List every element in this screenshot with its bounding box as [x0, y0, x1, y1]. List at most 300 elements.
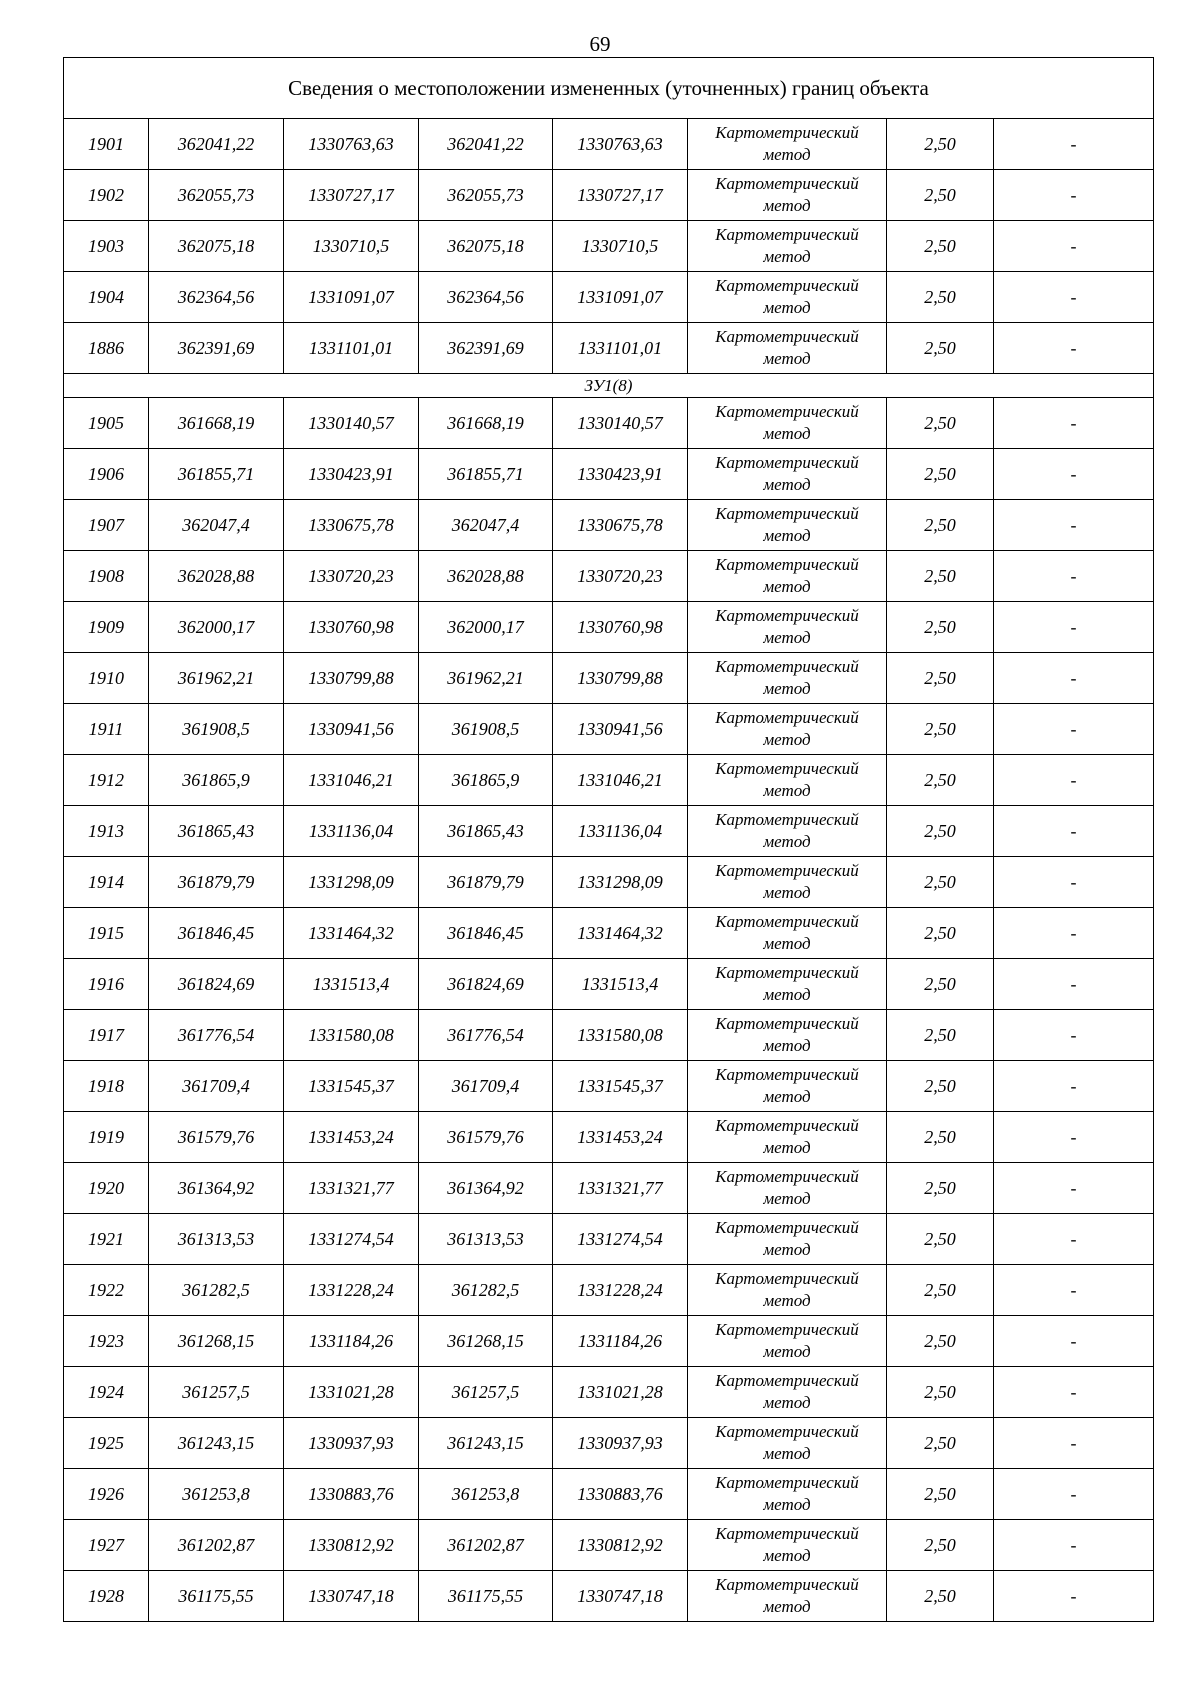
note-cell: -	[994, 1520, 1154, 1571]
precision-cell: 2,50	[887, 170, 994, 221]
point-number-cell: 1904	[64, 272, 149, 323]
y-new-cell: 1330720,23	[553, 551, 688, 602]
x-new-cell: 361243,15	[419, 1418, 553, 1469]
note-cell: -	[994, 704, 1154, 755]
x-existing-cell: 362055,73	[149, 170, 284, 221]
method-cell	[688, 653, 887, 704]
y-new-cell: 1331136,04	[553, 806, 688, 857]
x-existing-cell: 361879,79	[149, 857, 284, 908]
method-line1: Картометрический	[715, 657, 859, 676]
y-new-cell: 1330423,91	[553, 449, 688, 500]
y-existing-cell: 1330937,93	[284, 1418, 419, 1469]
method-line2: метод	[763, 1495, 811, 1514]
method-line1: Картометрический	[715, 402, 859, 421]
point-number-cell: 1910	[64, 653, 149, 704]
table-row	[64, 1367, 1154, 1418]
y-existing-cell: 1331580,08	[284, 1010, 419, 1061]
y-new-cell: 1331046,21	[553, 755, 688, 806]
x-new-cell: 361175,55	[419, 1571, 553, 1622]
table-row	[64, 959, 1154, 1010]
table-row	[64, 551, 1154, 602]
point-number-cell: 1886	[64, 323, 149, 374]
point-number-cell: 1918	[64, 1061, 149, 1112]
note-cell: -	[994, 1265, 1154, 1316]
table-row	[64, 653, 1154, 704]
y-existing-cell: 1330675,78	[284, 500, 419, 551]
method-line1: Картометрический	[715, 606, 859, 625]
x-new-cell: 361282,5	[419, 1265, 553, 1316]
method-line1: Картометрический	[715, 708, 859, 727]
note-cell: -	[994, 323, 1154, 374]
point-number-cell: 1913	[64, 806, 149, 857]
note-cell: -	[994, 221, 1154, 272]
table-body	[64, 58, 1154, 1622]
table-row	[64, 1520, 1154, 1571]
note-cell: -	[994, 500, 1154, 551]
method-line2: метод	[763, 1087, 811, 1106]
x-new-cell: 362028,88	[419, 551, 553, 602]
y-new-cell: 1330941,56	[553, 704, 688, 755]
y-existing-cell: 1331136,04	[284, 806, 419, 857]
method-line2: метод	[763, 730, 811, 749]
method-cell	[688, 119, 887, 170]
point-number-cell: 1923	[64, 1316, 149, 1367]
method-line1: Картометрический	[715, 1269, 859, 1288]
table-row	[64, 704, 1154, 755]
table-row	[64, 119, 1154, 170]
y-new-cell: 1330140,57	[553, 398, 688, 449]
method-cell	[688, 1469, 887, 1520]
precision-cell: 2,50	[887, 806, 994, 857]
method-line2: метод	[763, 349, 811, 368]
note-cell: -	[994, 1010, 1154, 1061]
method-cell	[688, 398, 887, 449]
method-line1: Картометрический	[715, 1422, 859, 1441]
y-new-cell: 1331580,08	[553, 1010, 688, 1061]
note-cell: -	[994, 1214, 1154, 1265]
method-line2: метод	[763, 985, 811, 1004]
method-cell	[688, 959, 887, 1010]
method-line2: метод	[763, 1546, 811, 1565]
method-line2: метод	[763, 1240, 811, 1259]
table-row	[64, 602, 1154, 653]
section-label: ЗУ1(8)	[64, 374, 1154, 398]
note-cell: -	[994, 908, 1154, 959]
y-new-cell: 1331091,07	[553, 272, 688, 323]
y-existing-cell: 1331101,01	[284, 323, 419, 374]
point-number-cell: 1911	[64, 704, 149, 755]
y-new-cell: 1331184,26	[553, 1316, 688, 1367]
x-existing-cell: 361865,43	[149, 806, 284, 857]
x-existing-cell: 361243,15	[149, 1418, 284, 1469]
y-new-cell: 1330763,63	[553, 119, 688, 170]
y-new-cell: 1330799,88	[553, 653, 688, 704]
y-existing-cell: 1331464,32	[284, 908, 419, 959]
precision-cell: 2,50	[887, 551, 994, 602]
y-new-cell: 1331321,77	[553, 1163, 688, 1214]
y-new-cell: 1330675,78	[553, 500, 688, 551]
x-existing-cell: 362000,17	[149, 602, 284, 653]
method-line2: метод	[763, 247, 811, 266]
x-existing-cell: 361313,53	[149, 1214, 284, 1265]
note-cell: -	[994, 449, 1154, 500]
method-cell	[688, 1265, 887, 1316]
method-line2: метод	[763, 1393, 811, 1412]
method-cell	[688, 500, 887, 551]
method-line1: Картометрический	[715, 1218, 859, 1237]
method-line2: метод	[763, 1291, 811, 1310]
precision-cell: 2,50	[887, 1061, 994, 1112]
table-row	[64, 1316, 1154, 1367]
point-number-cell: 1927	[64, 1520, 149, 1571]
y-new-cell: 1330747,18	[553, 1571, 688, 1622]
precision-cell: 2,50	[887, 323, 994, 374]
point-number-cell: 1908	[64, 551, 149, 602]
point-number-cell: 1912	[64, 755, 149, 806]
method-cell	[688, 704, 887, 755]
method-line2: метод	[763, 1036, 811, 1055]
page-number: 69	[589, 32, 611, 56]
point-number-cell: 1916	[64, 959, 149, 1010]
table-row	[64, 1061, 1154, 1112]
y-existing-cell: 1331021,28	[284, 1367, 419, 1418]
method-cell	[688, 170, 887, 221]
method-line1: Картометрический	[715, 810, 859, 829]
precision-cell: 2,50	[887, 908, 994, 959]
x-new-cell: 362364,56	[419, 272, 553, 323]
x-existing-cell: 361668,19	[149, 398, 284, 449]
note-cell: -	[994, 1469, 1154, 1520]
precision-cell: 2,50	[887, 1469, 994, 1520]
y-new-cell: 1330812,92	[553, 1520, 688, 1571]
x-new-cell: 362055,73	[419, 170, 553, 221]
x-existing-cell: 362047,4	[149, 500, 284, 551]
point-number-cell: 1928	[64, 1571, 149, 1622]
precision-cell: 2,50	[887, 1214, 994, 1265]
x-new-cell: 361824,69	[419, 959, 553, 1010]
point-number-cell: 1922	[64, 1265, 149, 1316]
x-existing-cell: 361268,15	[149, 1316, 284, 1367]
point-number-cell: 1921	[64, 1214, 149, 1265]
method-line2: метод	[763, 1597, 811, 1616]
x-existing-cell: 361282,5	[149, 1265, 284, 1316]
x-new-cell: 361865,43	[419, 806, 553, 857]
table-row	[64, 1469, 1154, 1520]
method-line2: метод	[763, 679, 811, 698]
y-existing-cell: 1330747,18	[284, 1571, 419, 1622]
y-new-cell: 1331545,37	[553, 1061, 688, 1112]
x-existing-cell: 361962,21	[149, 653, 284, 704]
method-line1: Картометрический	[715, 1065, 859, 1084]
table-row	[64, 755, 1154, 806]
y-new-cell: 1331464,32	[553, 908, 688, 959]
table-row	[64, 1571, 1154, 1622]
precision-cell: 2,50	[887, 1112, 994, 1163]
y-existing-cell: 1330763,63	[284, 119, 419, 170]
method-line2: метод	[763, 196, 811, 215]
x-new-cell: 361709,4	[419, 1061, 553, 1112]
x-existing-cell: 361364,92	[149, 1163, 284, 1214]
x-new-cell: 362391,69	[419, 323, 553, 374]
note-cell: -	[994, 551, 1154, 602]
method-cell	[688, 1214, 887, 1265]
note-cell: -	[994, 755, 1154, 806]
y-existing-cell: 1330720,23	[284, 551, 419, 602]
section-row	[64, 374, 1154, 398]
method-line1: Картометрический	[715, 1116, 859, 1135]
point-number-cell: 1914	[64, 857, 149, 908]
x-new-cell: 361364,92	[419, 1163, 553, 1214]
y-existing-cell: 1330140,57	[284, 398, 419, 449]
precision-cell: 2,50	[887, 857, 994, 908]
x-existing-cell: 362028,88	[149, 551, 284, 602]
x-new-cell: 361579,76	[419, 1112, 553, 1163]
x-new-cell: 361253,8	[419, 1469, 553, 1520]
method-line1: Картометрический	[715, 1014, 859, 1033]
y-existing-cell: 1331321,77	[284, 1163, 419, 1214]
point-number-cell: 1909	[64, 602, 149, 653]
precision-cell: 2,50	[887, 272, 994, 323]
precision-cell: 2,50	[887, 704, 994, 755]
y-existing-cell: 1330760,98	[284, 602, 419, 653]
x-existing-cell: 361257,5	[149, 1367, 284, 1418]
y-new-cell: 1330760,98	[553, 602, 688, 653]
x-new-cell: 362075,18	[419, 221, 553, 272]
x-new-cell: 361879,79	[419, 857, 553, 908]
x-existing-cell: 361855,71	[149, 449, 284, 500]
y-existing-cell: 1331184,26	[284, 1316, 419, 1367]
point-number-cell: 1902	[64, 170, 149, 221]
x-new-cell: 361962,21	[419, 653, 553, 704]
table-row	[64, 1265, 1154, 1316]
note-cell: -	[994, 959, 1154, 1010]
precision-cell: 2,50	[887, 500, 994, 551]
method-cell	[688, 1418, 887, 1469]
method-line1: Картометрический	[715, 276, 859, 295]
precision-cell: 2,50	[887, 221, 994, 272]
x-new-cell: 361268,15	[419, 1316, 553, 1367]
table-row	[64, 500, 1154, 551]
point-number-cell: 1917	[64, 1010, 149, 1061]
x-existing-cell: 362364,56	[149, 272, 284, 323]
method-line2: метод	[763, 298, 811, 317]
table-row	[64, 806, 1154, 857]
point-number-cell: 1906	[64, 449, 149, 500]
y-existing-cell: 1331298,09	[284, 857, 419, 908]
y-existing-cell: 1331274,54	[284, 1214, 419, 1265]
table-row	[64, 170, 1154, 221]
point-number-cell: 1926	[64, 1469, 149, 1520]
method-line2: метод	[763, 883, 811, 902]
method-line2: метод	[763, 424, 811, 443]
method-line1: Картометрический	[715, 174, 859, 193]
method-cell	[688, 323, 887, 374]
precision-cell: 2,50	[887, 398, 994, 449]
note-cell: -	[994, 1316, 1154, 1367]
y-existing-cell: 1330883,76	[284, 1469, 419, 1520]
precision-cell: 2,50	[887, 119, 994, 170]
x-existing-cell: 362075,18	[149, 221, 284, 272]
method-line1: Картометрический	[715, 861, 859, 880]
y-new-cell: 1331453,24	[553, 1112, 688, 1163]
method-line2: метод	[763, 934, 811, 953]
table-row	[64, 449, 1154, 500]
method-cell	[688, 1367, 887, 1418]
method-cell	[688, 221, 887, 272]
method-line2: метод	[763, 145, 811, 164]
method-line1: Картометрический	[715, 963, 859, 982]
method-cell	[688, 1316, 887, 1367]
table-row	[64, 1010, 1154, 1061]
y-new-cell: 1330727,17	[553, 170, 688, 221]
x-existing-cell: 361846,45	[149, 908, 284, 959]
y-existing-cell: 1331453,24	[284, 1112, 419, 1163]
note-cell: -	[994, 1367, 1154, 1418]
note-cell: -	[994, 398, 1154, 449]
y-new-cell: 1331513,4	[553, 959, 688, 1010]
method-cell	[688, 1010, 887, 1061]
method-cell	[688, 551, 887, 602]
x-new-cell: 361668,19	[419, 398, 553, 449]
point-number-cell: 1903	[64, 221, 149, 272]
table-row	[64, 857, 1154, 908]
method-line1: Картометрический	[715, 912, 859, 931]
method-cell	[688, 602, 887, 653]
x-existing-cell: 362391,69	[149, 323, 284, 374]
point-number-cell: 1901	[64, 119, 149, 170]
precision-cell: 2,50	[887, 449, 994, 500]
x-existing-cell: 361202,87	[149, 1520, 284, 1571]
point-number-cell: 1924	[64, 1367, 149, 1418]
x-existing-cell: 361865,9	[149, 755, 284, 806]
note-cell: -	[994, 857, 1154, 908]
x-new-cell: 362041,22	[419, 119, 553, 170]
table-row	[64, 398, 1154, 449]
x-new-cell: 362000,17	[419, 602, 553, 653]
precision-cell: 2,50	[887, 1520, 994, 1571]
method-line1: Картометрический	[715, 504, 859, 523]
note-cell: -	[994, 170, 1154, 221]
method-line2: метод	[763, 781, 811, 800]
table-title-row	[64, 58, 1154, 119]
method-line2: метод	[763, 1138, 811, 1157]
method-line1: Картометрический	[715, 1167, 859, 1186]
precision-cell: 2,50	[887, 653, 994, 704]
y-existing-cell: 1331228,24	[284, 1265, 419, 1316]
table-row	[64, 908, 1154, 959]
x-new-cell: 361257,5	[419, 1367, 553, 1418]
table-row	[64, 272, 1154, 323]
note-cell: -	[994, 119, 1154, 170]
method-line1: Картометрический	[715, 123, 859, 142]
method-cell	[688, 272, 887, 323]
precision-cell: 2,50	[887, 1571, 994, 1622]
y-existing-cell: 1330710,5	[284, 221, 419, 272]
y-existing-cell: 1330812,92	[284, 1520, 419, 1571]
x-new-cell: 361202,87	[419, 1520, 553, 1571]
method-line2: метод	[763, 475, 811, 494]
method-line1: Картометрический	[715, 453, 859, 472]
table-row	[64, 1163, 1154, 1214]
note-cell: -	[994, 653, 1154, 704]
method-cell	[688, 1163, 887, 1214]
point-number-cell: 1905	[64, 398, 149, 449]
table-row	[64, 1112, 1154, 1163]
precision-cell: 2,50	[887, 1010, 994, 1061]
method-line1: Картометрический	[715, 555, 859, 574]
method-line2: метод	[763, 832, 811, 851]
method-line1: Картометрический	[715, 759, 859, 778]
note-cell: -	[994, 1112, 1154, 1163]
method-line2: метод	[763, 1189, 811, 1208]
point-number-cell: 1919	[64, 1112, 149, 1163]
table-title: Сведения о местоположении измененных (уточненных) границ объекта	[64, 58, 1154, 119]
y-existing-cell: 1330423,91	[284, 449, 419, 500]
method-line2: метод	[763, 526, 811, 545]
x-new-cell: 361846,45	[419, 908, 553, 959]
method-cell	[688, 1061, 887, 1112]
table-row	[64, 323, 1154, 374]
y-new-cell: 1331021,28	[553, 1367, 688, 1418]
y-new-cell: 1330883,76	[553, 1469, 688, 1520]
y-new-cell: 1331101,01	[553, 323, 688, 374]
x-existing-cell: 361253,8	[149, 1469, 284, 1520]
method-cell	[688, 449, 887, 500]
precision-cell: 2,50	[887, 755, 994, 806]
point-number-cell: 1907	[64, 500, 149, 551]
y-existing-cell: 1330727,17	[284, 170, 419, 221]
y-existing-cell: 1331513,4	[284, 959, 419, 1010]
precision-cell: 2,50	[887, 1163, 994, 1214]
y-existing-cell: 1331091,07	[284, 272, 419, 323]
x-new-cell: 361313,53	[419, 1214, 553, 1265]
method-cell	[688, 857, 887, 908]
precision-cell: 2,50	[887, 1367, 994, 1418]
note-cell: -	[994, 1061, 1154, 1112]
note-cell: -	[994, 602, 1154, 653]
method-cell	[688, 1112, 887, 1163]
point-number-cell: 1920	[64, 1163, 149, 1214]
x-existing-cell: 361776,54	[149, 1010, 284, 1061]
point-number-cell: 1925	[64, 1418, 149, 1469]
precision-cell: 2,50	[887, 1418, 994, 1469]
table-row	[64, 1214, 1154, 1265]
method-line2: метод	[763, 1342, 811, 1361]
note-cell: -	[994, 1163, 1154, 1214]
note-cell: -	[994, 1418, 1154, 1469]
y-new-cell: 1330937,93	[553, 1418, 688, 1469]
y-existing-cell: 1331046,21	[284, 755, 419, 806]
y-new-cell: 1330710,5	[553, 221, 688, 272]
x-existing-cell: 362041,22	[149, 119, 284, 170]
y-existing-cell: 1331545,37	[284, 1061, 419, 1112]
method-line2: метод	[763, 1444, 811, 1463]
x-new-cell: 361776,54	[419, 1010, 553, 1061]
point-number-cell: 1915	[64, 908, 149, 959]
method-cell	[688, 755, 887, 806]
y-existing-cell: 1330941,56	[284, 704, 419, 755]
y-new-cell: 1331228,24	[553, 1265, 688, 1316]
y-new-cell: 1331298,09	[553, 857, 688, 908]
table-row	[64, 221, 1154, 272]
x-existing-cell: 361908,5	[149, 704, 284, 755]
x-new-cell: 362047,4	[419, 500, 553, 551]
method-cell	[688, 806, 887, 857]
precision-cell: 2,50	[887, 959, 994, 1010]
method-cell	[688, 1520, 887, 1571]
note-cell: -	[994, 1571, 1154, 1622]
note-cell: -	[994, 272, 1154, 323]
